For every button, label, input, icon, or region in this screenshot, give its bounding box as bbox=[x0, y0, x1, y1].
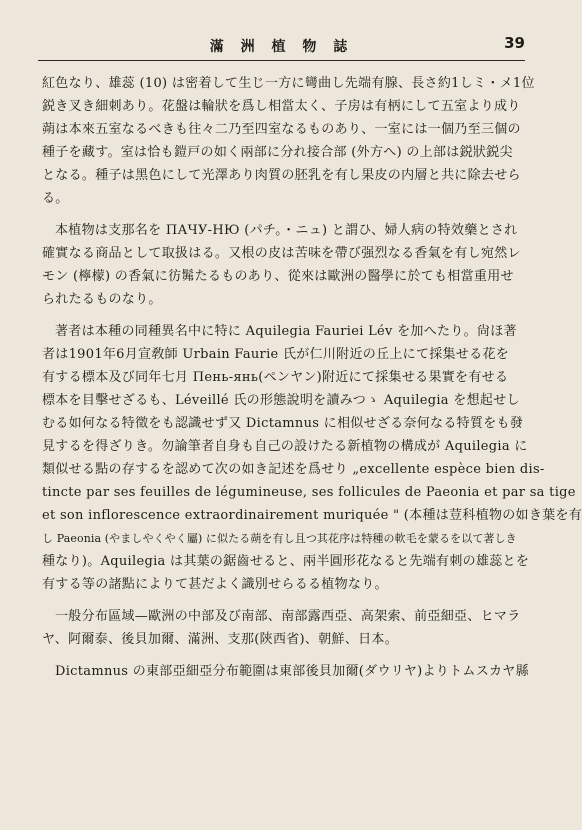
paragraph-gap bbox=[42, 311, 527, 320]
text-line: 紅色なり、雄蕊 (10) は密着して生じ一方に彎曲し先端有腺、長さ約1しミ・メ1位 bbox=[42, 76, 535, 91]
text-line: 種なり)。Aquilegia は其葉の鋸齒せると、兩半圓形花なると先端有刺の雄蕊とを bbox=[42, 554, 530, 569]
text-line: 有する標本及び同年七月 Пень-янь(ペンヤン)附近にて採集せる果實を有せる bbox=[42, 370, 509, 385]
paragraph-gap bbox=[42, 210, 527, 219]
text-line: et son inflorescence extraordinairement muriquée " (本種は荳科植物の如き葉を有 bbox=[42, 508, 582, 523]
text-line: られたるものなり。 bbox=[42, 292, 162, 307]
text-line: むる如何なる特徵をも認識せず又 Dictamnus に相似せざる奈何なる特質をも發 bbox=[42, 416, 524, 431]
text-line: 類似せる點の存するを認めて次の如き記述を爲せり „excellente espèce bien dis- bbox=[42, 462, 545, 477]
text-line: 蒴は本來五室なるべきも往々二乃至四室なるものあり、一室には一個乃至三個の bbox=[42, 122, 521, 137]
text-line: ヤ、阿爾泰、後貝加爾、滿洲、支那(陝西省)、朝鮮、日本。 bbox=[42, 632, 399, 647]
text-line: 一般分布區域—歐洲の中部及び南部、南部露西亞、高架索、前亞細亞、ヒマラ bbox=[55, 609, 521, 624]
text-line: る。 bbox=[42, 191, 69, 206]
text-line: 見するを得ざりき。勿論筆者自身も自己の設けたる新植物の構成が Aquilegia に bbox=[42, 439, 528, 454]
text-line: 著者は本種の同種異名中に特に Aquilegia Fauriei Lév を加へたり。尙ほ著 bbox=[55, 324, 517, 339]
text-line: 標本を目擊せざるも、Léveillé 氏の形態說明を讀みつゝ Aquilegia を想起せし bbox=[42, 393, 520, 408]
text-line: モン (檸檬) の香氣に彷髴たるものあり、從來は歐洲の醫學に於ても相當重用せ bbox=[42, 269, 514, 284]
text-line: 者は1901年6月宣敎師 Urbain Faurie 氏が仁川附近の丘上にて採集せる花を bbox=[42, 347, 510, 362]
text-line: Dictamnus の東部亞細亞分布範圍は東部後貝加爾(ダウリヤ)よりトムスカヤ縣 bbox=[55, 664, 529, 679]
text-line: 鋭き叉き細刺あり。花盤は輪狀を爲し相當太く、子房は有柄にして五室より成り bbox=[42, 99, 521, 114]
header-rule bbox=[38, 60, 525, 61]
paragraph-gap bbox=[42, 596, 527, 605]
text-line: 有する等の諸點によりて甚だよく識別せらるる植物なり。 bbox=[42, 577, 388, 592]
header-title: 滿 洲 植 物 誌 bbox=[209, 39, 354, 55]
text-line: 本植物は支那名を ПАЧУ-НЮ (パチ。・ニュ) と謂ひ、婦人病の特效藥とされ bbox=[55, 223, 518, 238]
running-header bbox=[38, 34, 525, 58]
text-line: となる。種子は黑色にして光澤あり肉質の胚乳を有し果皮の内層と共に除去せら bbox=[42, 168, 521, 183]
body-text bbox=[42, 72, 582, 683]
paragraph-gap bbox=[42, 651, 527, 660]
text-line: し Paeonia (やましやくやく屬) に似たる蒴を有し且つ其花序は特種の軟毛を蒙るを以て著しき bbox=[42, 532, 517, 545]
text-line: tincte par ses feuilles de légumineuse, ses follicules de Paeonia et par sa tige bbox=[42, 485, 576, 500]
text-line: 種子を藏す。室は恰も鎧戸の如く兩部に分れ接合部 (外方へ) の上部は鋭狀鋭尖 bbox=[42, 145, 513, 160]
page-number: 39 bbox=[504, 34, 525, 52]
text-line: 確實なる商品として取扱はる。又根の皮は苦味を帶び强烈なる香氣を有し宛然レ bbox=[42, 246, 521, 261]
